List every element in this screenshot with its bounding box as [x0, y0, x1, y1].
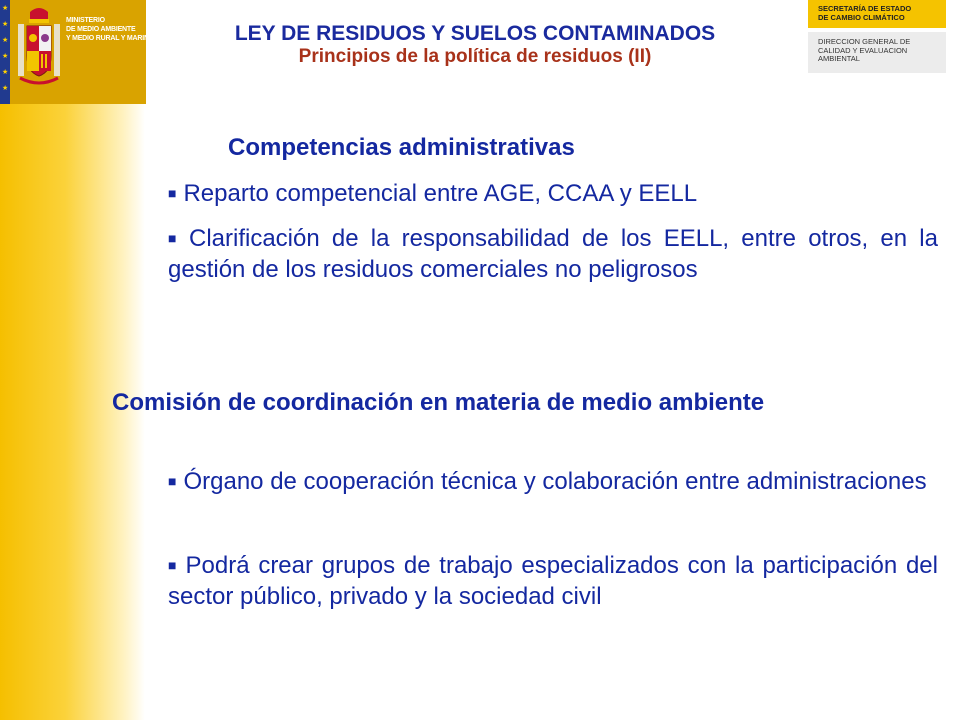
secretaria-line: DE CAMBIO CLIMÁTICO	[818, 13, 905, 22]
direccion-label	[808, 32, 946, 73]
page-title: LEY DE RESIDUOS Y SUELOS CONTAMINADOS	[234, 22, 716, 45]
eu-star-icon: ★	[2, 5, 9, 12]
bullet-text: Órgano de cooperación técnica y colaboración entre administraciones	[183, 468, 927, 495]
eu-star-icon: ★	[2, 85, 9, 92]
secretaria-line: SECRETARÍA DE ESTADO	[818, 4, 912, 13]
ministry-name	[66, 16, 155, 43]
direccion-line: CALIDAD Y EVALUACION	[818, 45, 908, 55]
page-subtitle: Principios de la política de residuos (II)	[298, 46, 652, 67]
eu-star-icon: ★	[2, 69, 9, 76]
ministry-line: Y MEDIO RURAL Y MARINO	[66, 35, 155, 42]
bullet-text: Reparto competencial entre AGE, CCAA y EELL	[183, 180, 698, 207]
ministry-line: DE MEDIO AMBIENTE	[66, 26, 136, 33]
bullet-item	[168, 466, 938, 497]
bullet-item	[168, 550, 938, 612]
bullet-item	[168, 223, 938, 285]
bullet-item	[168, 178, 938, 209]
section-heading-comision: Comisión de coordinación en materia de medio ambiente	[112, 389, 765, 416]
eu-star-icon: ★	[2, 21, 9, 28]
coat-of-arms-icon	[16, 6, 62, 90]
square-bullet-icon: ■	[168, 557, 179, 573]
direccion-line: DIRECCION GENERAL DE	[818, 37, 911, 46]
square-bullet-icon: ■	[168, 473, 177, 489]
section-heading-competencias: Competencias administrativas	[228, 134, 575, 161]
eu-star-icon: ★	[2, 53, 9, 60]
square-bullet-icon: ■	[168, 230, 182, 246]
eu-flag-strip	[0, 0, 10, 104]
ministry-line: MINISTERIO	[66, 17, 105, 24]
direccion-line: AMBIENTAL	[818, 54, 860, 63]
side-gradient-band	[0, 0, 155, 720]
eu-star-icon: ★	[2, 37, 9, 44]
bullet-text: Podrá crear grupos de trabajo especializados con la participación del sector público, privado y la sociedad civil	[168, 552, 938, 610]
square-bullet-icon: ■	[168, 185, 177, 201]
ministry-logo	[0, 0, 155, 104]
bullet-text: Clarificación de la responsabilidad de los EELL, entre otros, en la gestión de los residuos comerciales no peligrosos	[168, 225, 938, 283]
secretaria-label	[808, 0, 946, 28]
